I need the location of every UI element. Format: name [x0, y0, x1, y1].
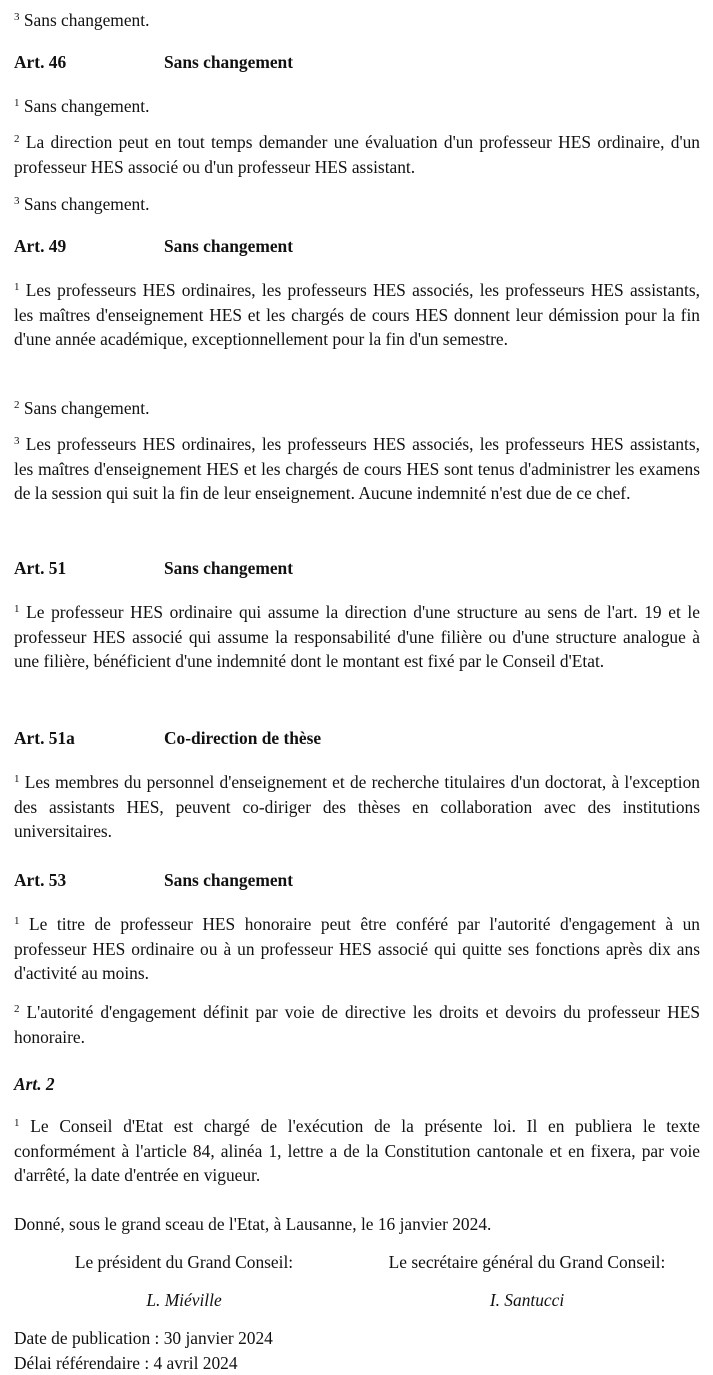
secretary-name: I. Santucci [489, 1290, 565, 1310]
paragraph-number: 3 [14, 435, 20, 447]
paragraph-number: 1 [14, 915, 20, 927]
article-title: Sans changement [164, 870, 293, 890]
article-heading [14, 726, 700, 750]
paragraph [14, 278, 700, 352]
paragraph [14, 192, 700, 217]
paragraph-number: 3 [14, 11, 20, 23]
president-name: L. Miéville [146, 1290, 222, 1310]
paragraph [14, 432, 700, 506]
paragraph [14, 1000, 700, 1049]
president-title: Le président du Grand Conseil: [74, 1252, 294, 1272]
paragraph-text: Sans changement. [23, 194, 150, 214]
paragraph [14, 600, 700, 674]
paragraph-number: 2 [14, 399, 20, 411]
paragraph-number: 1 [14, 603, 20, 615]
paragraph-number: 2 [14, 133, 20, 145]
publication-date: Date de publication : 30 janvier 2024 [14, 1328, 273, 1348]
article-heading [14, 868, 700, 892]
paragraph [14, 912, 700, 986]
paragraph-text: L'autorité d'engagement définit par voie de directive les droits et devoirs du professeur HES honoraire. [14, 1002, 700, 1047]
article-number: Art. 46 [14, 52, 67, 72]
paragraph-text: Sans changement. [23, 398, 150, 418]
paragraph-text: Les membres du personnel d'enseignement et de recherche titulaires d'un doctorat, à l'exception des assistants HES, peuvent co-diriger des thèses en collaboration avec des institutions universitaires. [14, 772, 700, 842]
article-title: Sans changement [164, 236, 293, 256]
paragraph [14, 130, 700, 179]
article-title: Co-direction de thèse [164, 728, 322, 748]
paragraph [14, 94, 700, 119]
article-number: Art. 51a [14, 728, 75, 748]
paragraph-text: Le Conseil d'Etat est chargé de l'exécution de la présente loi. Il en publiera le texte conformément à l'article 84, alinéa 1, lettre a de la Constitution cantonale et en fixera, par voie d'arrêté, la date d'entrée en vigueur. [14, 1116, 700, 1186]
paragraph-text: Sans changement. [23, 10, 150, 30]
referendum-deadline: Délai référendaire : 4 avril 2024 [14, 1352, 238, 1373]
paragraph-number: 1 [14, 281, 20, 293]
paragraph-text: Sans changement. [23, 96, 150, 116]
given-text: Donné, sous le grand sceau de l'Etat, à Lausanne, le 16 janvier 2024. [14, 1214, 492, 1234]
paragraph-number: 2 [14, 1003, 20, 1015]
paragraph [14, 1114, 700, 1188]
article-heading [14, 556, 700, 580]
paragraph-text: Le titre de professeur HES honoraire peut être conféré par l'autorité d'engagement à un professeur HES ordinaire ou à un professeur HES associé qui quitte ses fonctions après dix ans d'activité au moins. [14, 914, 700, 984]
paragraph-text: La direction peut en tout temps demander une évaluation d'un professeur HES ordinaire, d'un professeur HES associé ou d'un professeur HES assistant. [14, 132, 700, 177]
article-number: Art. 53 [14, 870, 67, 890]
paragraph-number: 1 [14, 1117, 20, 1129]
paragraph [14, 770, 700, 844]
paragraph-number: 1 [14, 773, 20, 785]
article-heading [14, 234, 700, 258]
paragraph-number: 1 [14, 97, 20, 109]
article-heading [14, 50, 700, 74]
secretary-title: Le secrétaire général du Grand Conseil: [388, 1252, 666, 1272]
paragraph [14, 396, 700, 421]
article-number: Art. 51 [14, 558, 67, 578]
publication-dates [14, 1326, 700, 1375]
article-title: Sans changement [164, 52, 293, 72]
article-number: Art. 2 [14, 1074, 55, 1094]
signature-titles [14, 1250, 700, 1274]
paragraph [14, 8, 700, 33]
paragraph-number: 3 [14, 195, 20, 207]
article-title: Sans changement [164, 558, 293, 578]
paragraph-text: Les professeurs HES ordinaires, les professeurs HES associés, les professeurs HES assistants, les maîtres d'enseignement HES et les chargés de cours HES sont tenus d'administrer les examens de la session qui suit la fin de leur enseignement. Aucune indemnité n'est due de ce chef. [14, 434, 700, 504]
given-statement [14, 1212, 700, 1237]
signature-names [14, 1288, 700, 1312]
article-number: Art. 49 [14, 236, 67, 256]
paragraph-text: Les professeurs HES ordinaires, les professeurs HES associés, les professeurs HES assistants, les maîtres d'enseignement HES et les chargés de cours HES donnent leur démission pour la fin d'une année académique, exceptionnellement pour la fin d'un semestre. [14, 280, 700, 350]
article-heading [14, 1072, 700, 1096]
paragraph-text: Le professeur HES ordinaire qui assume la direction d'une structure au sens de l'art. 19 et le professeur HES associé qui assume la responsabilité d'une filière ou d'une structure analogue à une filière, bénéficient d'une indemnité dont le montant est fixé par le Conseil d'Etat. [14, 602, 700, 672]
